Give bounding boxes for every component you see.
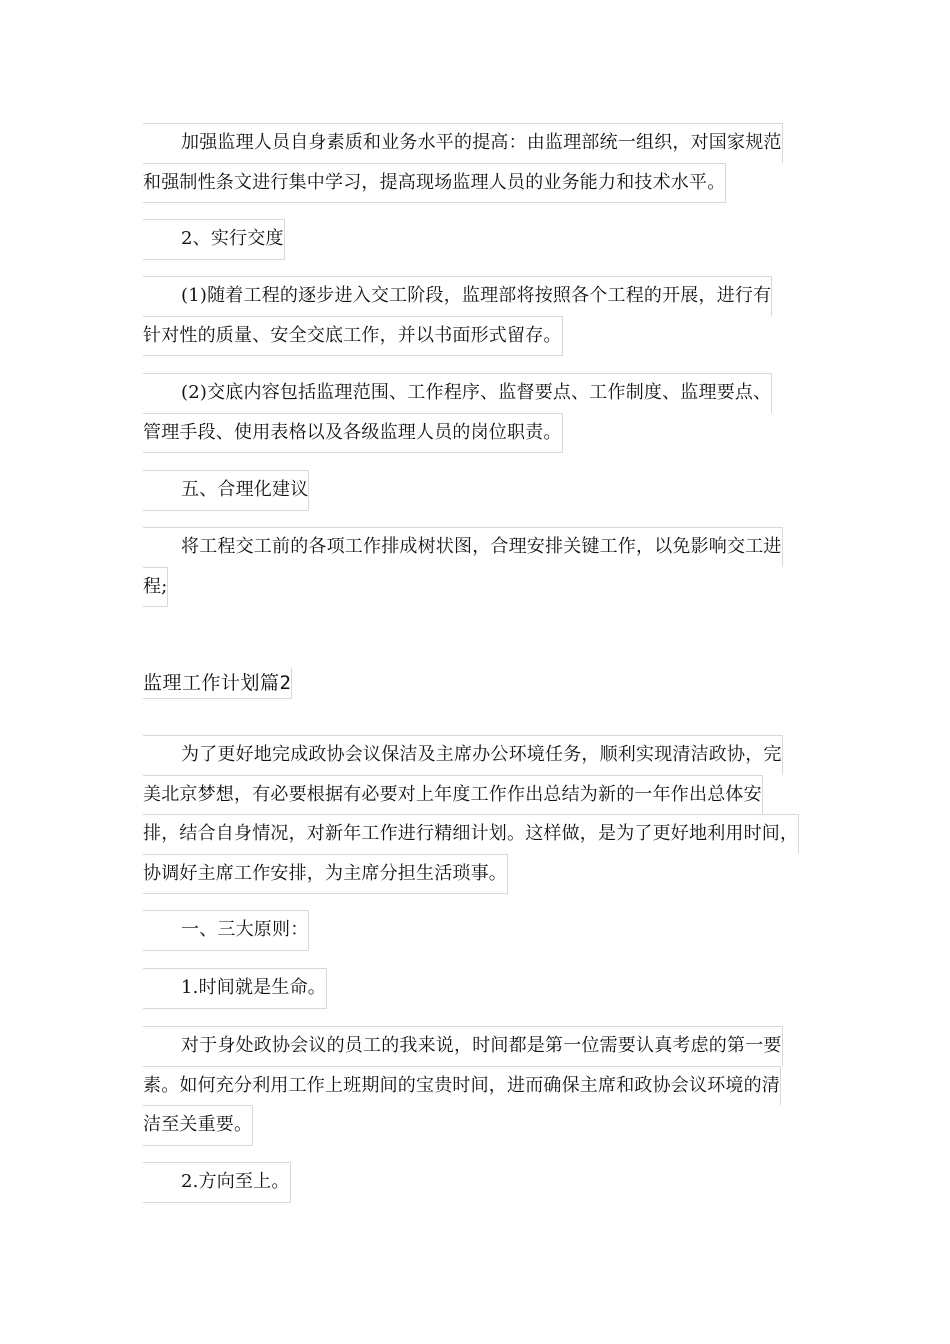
paragraph-tree-diagram (143, 527, 783, 607)
text-line: 洁至关重要。 (143, 1105, 253, 1146)
text-line: 针对性的质量、安全交底工作，并以书面形式留存。 (143, 316, 563, 357)
text-line: 素。如何充分利用工作上班期间的宝贵时间，进而确保主席和政协会议环境的清 (143, 1066, 781, 1106)
paragraph-time-importance (143, 1026, 783, 1146)
paragraph-principle-1 (143, 968, 327, 1009)
text-line: 加强监理人员自身素质和业务水平的提高：由监理部统一组织，对国家规范 (143, 123, 783, 163)
paragraph-quality-training (143, 123, 783, 203)
text-line: 2.方向至上。 (143, 1162, 291, 1203)
text-line: 一、三大原则： (143, 910, 309, 951)
text-line: 五、合理化建议 (143, 470, 309, 511)
text-line: (2)交底内容包括监理范围、工作程序、监督要点、工作制度、监理要点、 (143, 373, 772, 413)
section-heading: 监理工作计划篇2 (143, 668, 292, 699)
text-line: 美北京梦想，有必要根据有必要对上年度工作作出总结为新的一年作出总体安 (143, 775, 763, 815)
text-line: 2、实行交度 (143, 219, 285, 260)
paragraph-section-handover (143, 219, 285, 260)
text-line: 1.时间就是生命。 (143, 968, 327, 1009)
text-line: 将工程交工前的各项工作排成树状图，合理安排关键工作，以免影响交工进 (143, 527, 783, 567)
paragraph-three-principles (143, 910, 309, 951)
paragraph-handover-item-2 (143, 373, 772, 453)
text-line: 为了更好地完成政协会议保洁及主席办公环境任务，顺利实现清洁政协，完 (143, 735, 783, 775)
paragraph-handover-item-1 (143, 276, 772, 356)
text-line: 管理手段、使用表格以及各级监理人员的岗位职责。 (143, 413, 563, 454)
paragraph-section-suggestions (143, 470, 309, 511)
text-line: 排，结合自身情况，对新年工作进行精细计划。这样做，是为了更好地利用时间， (143, 814, 799, 854)
text-line: 程; (143, 567, 168, 608)
text-line: 协调好主席工作安排，为主席分担生活琐事。 (143, 854, 508, 895)
paragraph-intro (143, 735, 799, 894)
text-line: (1)随着工程的逐步进入交工阶段，监理部将按照各个工程的开展，进行有 (143, 276, 772, 316)
text-line: 对于身处政协会议的员工的我来说，时间都是第一位需要认真考虑的第一要 (143, 1026, 783, 1066)
paragraph-principle-2 (143, 1162, 291, 1203)
text-line: 和强制性条文进行集中学习，提高现场监理人员的业务能力和技术水平。 (143, 163, 726, 204)
